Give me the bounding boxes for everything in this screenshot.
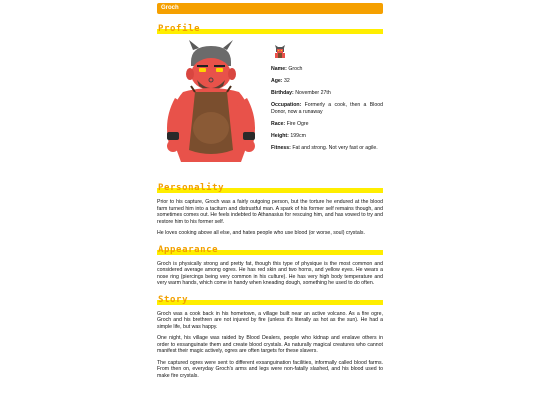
character-portrait-image — [161, 40, 265, 162]
field-race — [271, 121, 383, 128]
section-heading-profile — [157, 24, 383, 36]
field-label: Fitness: — [271, 144, 291, 151]
field-value: Fat and strong. Not very fast or agile. — [292, 144, 378, 151]
personality-paragraph: He loves cooking above all else, and hates people who use blood (or worse, soul) crystals. — [157, 230, 365, 236]
story-paragraph: The captured ogres were sent to different exsanguination facilities, informally called blood farms. From then on, everyday Groch's arms and legs were non-fatally slashed, and his blood used to make fire crystals. — [157, 359, 383, 379]
appearance-paragraph: Groch is physically strong and pretty fat, though this type of physique is the most common and considered average among ogres. He has red skin and two horns, and yellow eyes. He wears a nose ring (piercings being very common in his culture). He has very high body temperature and very warm hands, which come in handy when kneading dough, something he used to do often. — [157, 260, 383, 286]
title-bar — [157, 3, 383, 14]
field-occupation — [271, 102, 383, 115]
character-name-title: Groch — [161, 5, 179, 11]
profile-section — [157, 40, 383, 175]
field-fitness — [271, 145, 383, 152]
field-age — [271, 78, 383, 85]
field-value: November 27th — [295, 89, 331, 96]
heading-text: Appearance — [158, 244, 219, 255]
field-label: Race: — [271, 120, 286, 127]
field-label: Height: — [271, 132, 289, 139]
personality-paragraph: Prior to his capture, Groch was a fairly outgoing person, but the torture he endured at the blood farm turned him into a taciturn and distrustful man. A spark of his former self remains though, and sometimes comes out. He feels indebted to Athanasius for rescuing him, and has vowed to try and restore him to his former self. — [157, 199, 383, 225]
field-birthday — [271, 90, 383, 97]
character-sprite-icon — [273, 45, 287, 59]
heading-text: Story — [158, 294, 189, 305]
page-container — [157, 3, 383, 384]
field-name — [271, 66, 383, 73]
field-value: 32 — [283, 77, 290, 84]
story-paragraph: Groch was a cook back in his hometown, a village built near an active volcano. As a fire ogre, Groch and his brethren are not injured by fire (unless it's literally as hot as the sun). He had a simple life, but was happy. — [157, 310, 383, 330]
field-value: Groch — [288, 66, 303, 72]
story-paragraph: One night, his village was raided by Blood Dealers, people who kidnap and enslave others in order to exsanguinate them and create blood crystals. As naturally magical creatures who cannot manifest their magic actively, ogres are often targets for these slavers. — [157, 335, 383, 354]
field-height — [271, 133, 383, 140]
field-label: Occupation: — [271, 101, 302, 108]
field-value: Fire Ogre — [286, 120, 309, 127]
field-value: 199cm — [290, 132, 306, 139]
heading-text: Profile — [158, 24, 201, 34]
section-heading-personality — [157, 183, 383, 195]
field-label: Birthday: — [271, 89, 294, 96]
field-label: Age: — [271, 77, 283, 84]
profile-fields — [271, 66, 383, 156]
section-heading-appearance — [157, 245, 383, 257]
field-value: Formerly a cook, then a Blood Donor, now a runaway — [271, 101, 383, 115]
field-label: Name: — [271, 66, 287, 72]
section-heading-story — [157, 295, 383, 307]
heading-text: Personality — [158, 183, 225, 193]
heading-underline — [157, 300, 383, 305]
